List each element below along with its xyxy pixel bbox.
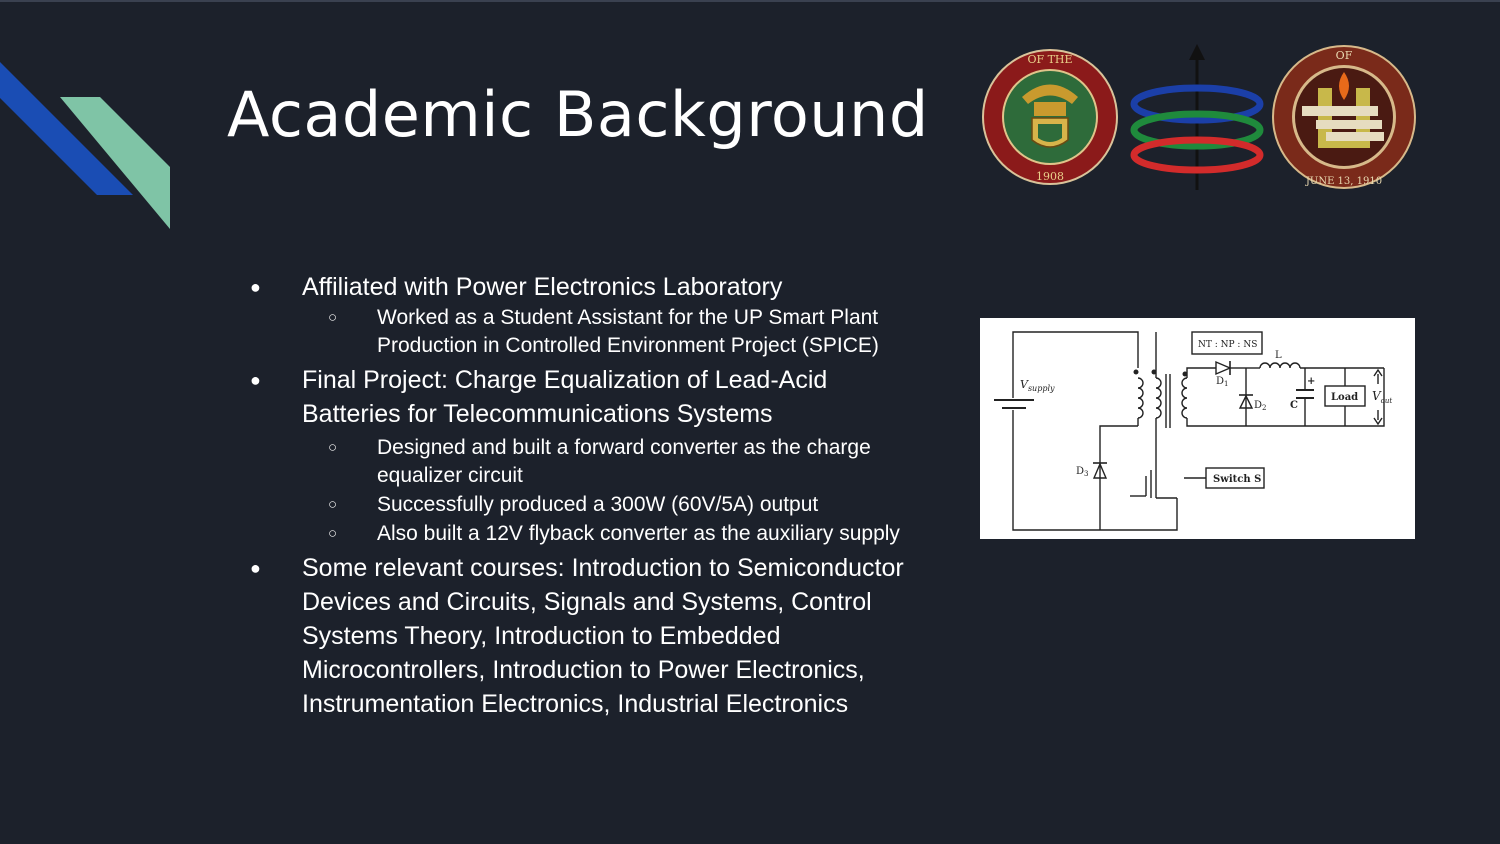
capacitor-label: C — [1290, 400, 1298, 411]
bullet-line: Instrumentation Electronics, Industrial Electronics — [302, 690, 849, 718]
bullet-line: Microcontrollers, Introduction to Power Electronics, — [302, 656, 865, 684]
sub-bullet-line: equalizer circuit — [377, 464, 523, 487]
bullet-dot-icon: ● — [250, 277, 261, 297]
sub-bullet-item — [250, 491, 970, 519]
sub-bullet-item — [250, 434, 970, 490]
eeei-logo — [1134, 44, 1260, 190]
sub-bullet-line: Also built a 12V flyback converter as the auxiliary supply — [377, 522, 900, 545]
top-divider — [0, 0, 1500, 2]
inductor-label: L — [1275, 350, 1282, 361]
d3-label: $D_3$ — [1076, 466, 1089, 478]
bullet-item-affiliation — [250, 270, 970, 304]
logos-group — [982, 42, 1422, 192]
bullet-dot-icon: ● — [250, 370, 261, 390]
bullet-line: Some relevant courses: Introduction to Semiconductor — [302, 554, 904, 582]
sub-bullet-line: Designed and built a forward converter as the charge — [377, 436, 871, 459]
bullet-line: Systems Theory, Introduction to Embedded — [302, 622, 781, 650]
slide-title: Academic Background — [227, 78, 929, 151]
vsupply-label: $V_{supply}$ — [1020, 378, 1055, 393]
sub-bullet-item — [250, 520, 970, 548]
forward-converter-circuit-diagram — [980, 318, 1415, 539]
vout-label: $V_{out}$ — [1372, 389, 1393, 405]
turns-ratio-label: NT : NP : NS — [1198, 340, 1258, 350]
sub-bullet-ring-icon: ○ — [328, 439, 338, 456]
bullet-item-final-project — [250, 363, 970, 431]
d1-label: $D_1$ — [1216, 376, 1229, 388]
up-seal-year: 1908 — [1036, 170, 1064, 183]
coe-seal-top-text: OF — [1335, 49, 1353, 62]
d2-label: $D_2$ — [1254, 400, 1267, 412]
bullet-list — [250, 270, 970, 721]
bullet-line: Final Project: Charge Equalization of Lead-Acid — [302, 366, 828, 394]
up-seal-logo — [982, 49, 1118, 185]
capacitor-plus-label: + — [1307, 376, 1316, 387]
sub-bullet-ring-icon: ○ — [328, 309, 338, 326]
sub-bullet-line: Worked as a Student Assistant for the UP Smart Plant — [377, 306, 879, 329]
sub-bullet-ring-icon: ○ — [328, 525, 338, 542]
bullet-item-courses — [250, 551, 970, 721]
coe-seal-date: JUNE 13, 1910 — [1305, 176, 1383, 187]
sub-bullet-item — [250, 304, 970, 360]
bullet-dot-icon: ● — [250, 558, 261, 578]
switch-label: Switch S — [1213, 474, 1262, 485]
sub-bullet-line: Production in Controlled Environment Project (SPICE) — [377, 334, 879, 357]
load-label: Load — [1331, 392, 1359, 403]
bullet-line: Devices and Circuits, Signals and Systems, Control — [302, 588, 872, 616]
bullet-text: Affiliated with Power Electronics Laboratory — [302, 273, 783, 301]
up-seal-top-text: OF THE — [1027, 53, 1073, 66]
corner-stripes-decoration — [0, 0, 180, 240]
bullet-line: Batteries for Telecommunications Systems — [302, 400, 773, 428]
coe-seal-logo — [1272, 45, 1416, 189]
sub-bullet-ring-icon: ○ — [328, 496, 338, 513]
sub-bullet-line: Successfully produced a 300W (60V/5A) output — [377, 493, 819, 516]
